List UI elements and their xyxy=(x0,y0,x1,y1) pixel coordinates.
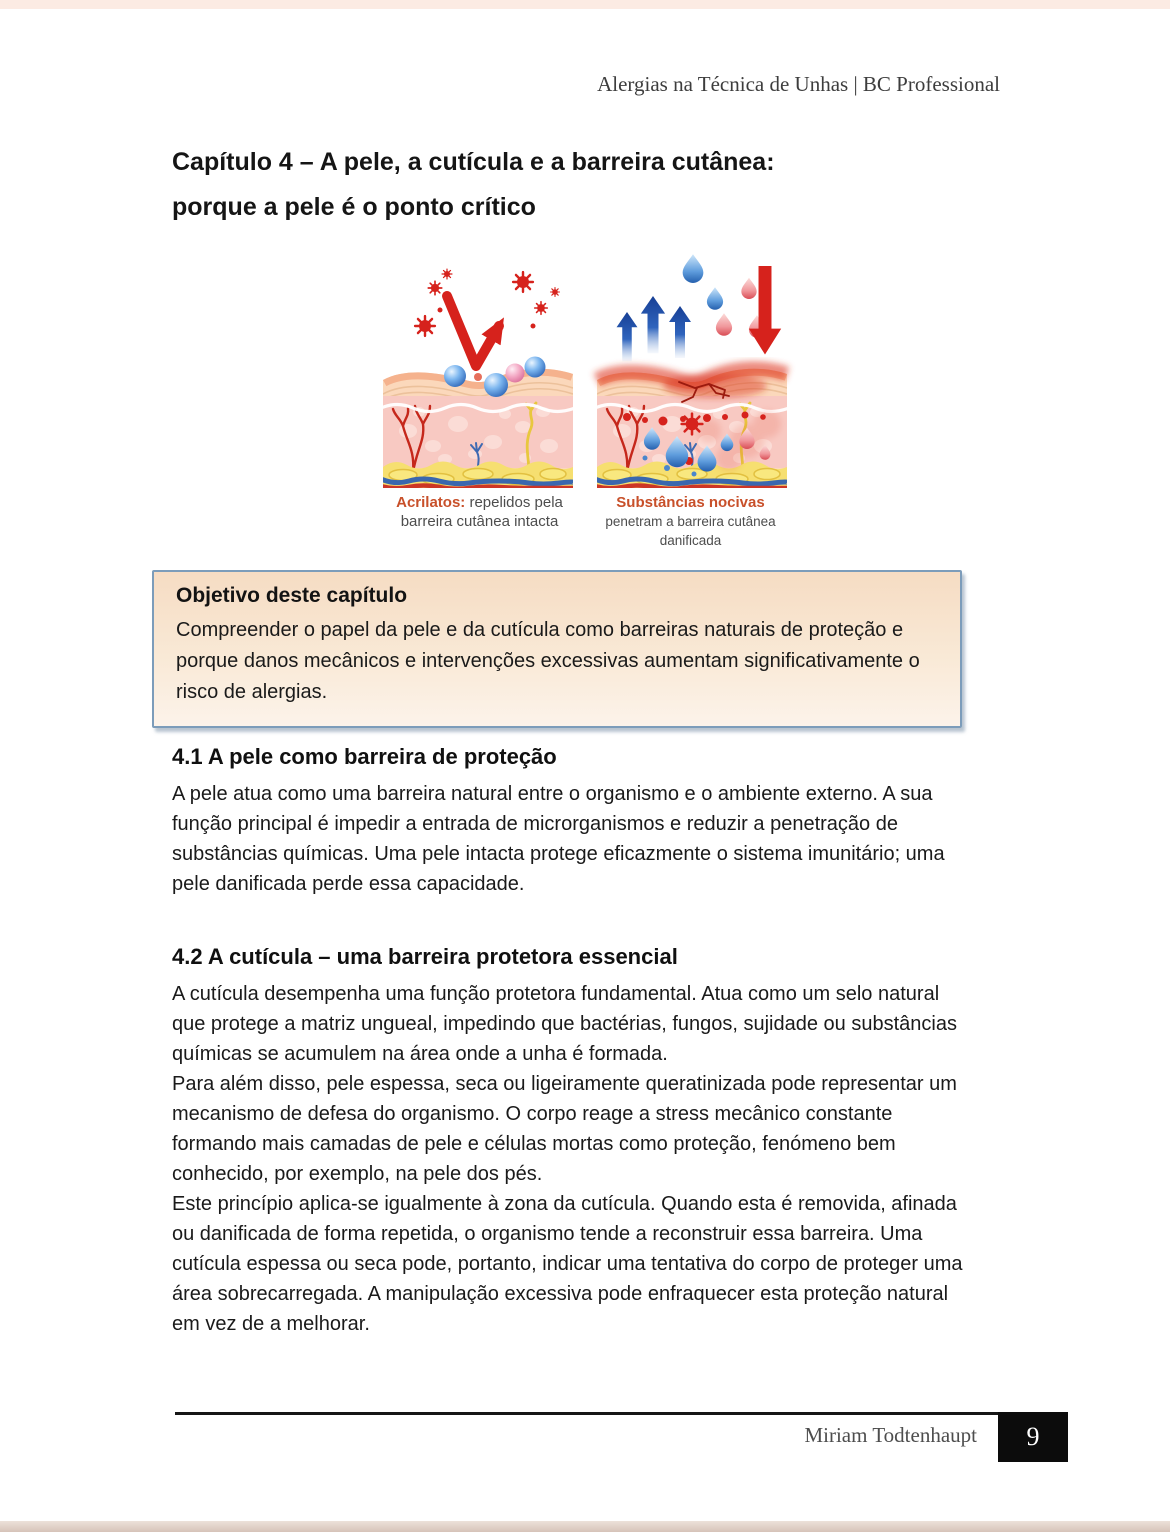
caption-acrylates-line2: barreira cutânea intacta xyxy=(400,513,559,530)
section-4-2-heading: 4.2 A cutícula – uma barreira protetora essencial xyxy=(172,944,678,969)
chapter-title xyxy=(172,140,932,230)
footer-author: Miriam Todtenhaupt xyxy=(804,1423,977,1447)
intact-skin-diagram xyxy=(381,269,575,488)
skin-barrier-figure xyxy=(374,246,796,550)
page-number: 9 xyxy=(1026,1422,1040,1451)
running-header: Alergias na Técnica de Unhas | BC Professional xyxy=(597,72,1000,96)
chapter-title-line2: porque a pele é o ponto crítico xyxy=(172,193,536,221)
page-top-strip xyxy=(0,0,1170,9)
red-down-arrow-icon xyxy=(749,266,781,355)
moisture-loss-arrows-icon xyxy=(617,296,691,361)
blue-sphere-icon xyxy=(484,373,508,397)
blue-sphere-icon xyxy=(444,365,466,387)
caption-acrylates-rest: repelidos pela xyxy=(465,494,563,511)
virus-particle-icon xyxy=(682,414,703,435)
section-4-2-paragraph-2: Para além disso, pele espessa, seca ou ligeiramente queratinizada pode representar um mecanismo de defesa do organismo. O corpo reage a stress mecânico constante formando mais camadas de pele e células mortas como proteção, fenómeno bem conhecido, por exemplo, na pele dos pés. xyxy=(172,1073,957,1185)
figure-captions xyxy=(374,493,796,550)
caption-harmful-line2: penetram a barreira cutânea danificada xyxy=(605,514,776,548)
chapter-title-line1: Capítulo 4 – A pele, a cutícula e a barreira cutânea: xyxy=(172,148,775,176)
page-number-badge xyxy=(998,1412,1068,1462)
irritation-dot xyxy=(474,373,482,381)
caption-acrylates xyxy=(374,493,585,550)
objective-box-title: Objetivo deste capítulo xyxy=(176,584,408,607)
red-bounce-arrow-icon xyxy=(447,296,499,366)
footer-rule xyxy=(175,1412,998,1415)
objective-box-body: Compreender o papel da pele e da cutícula como barreiras naturais de proteção e porque danos mecânicos e intervenções excessivas aumentam significativamente o risco de alergias. xyxy=(176,619,920,703)
section-4-2-paragraph-3: Este princípio aplica-se igualmente à zona da cutícula. Quando esta é removida, afinada ou danificada de forma repetida, o organismo tende a reconstruir essa barreira. Uma cutícula espessa ou seca pode, portanto, indicar uma tentativa do corpo de proteger uma área sobrecarregada. A manipulação excessiva pode enfraquecer esta proteção natural em vez de a melhorar. xyxy=(172,1193,963,1335)
damaged-skin-diagram xyxy=(595,254,789,488)
caption-acrylates-lead: Acrilatos: xyxy=(396,494,466,511)
section-4-1-heading: 4.1 A pele como barreira de proteção xyxy=(172,744,557,769)
caption-harmful-lead: Substâncias nocivas xyxy=(616,494,765,511)
blue-sphere-icon xyxy=(525,357,546,378)
section-4-2-paragraph-1: A cutícula desempenha uma função protetora fundamental. Atua como um selo natural que protege a matriz ungueal, impedindo que bactérias, fungos, sujidade ou substâncias químicas se acumulem na área onde a unha é formada. xyxy=(172,983,957,1065)
caption-harmful-substances xyxy=(585,493,796,550)
section-4-2 xyxy=(172,944,967,1339)
page-bottom-strip xyxy=(0,1521,1170,1532)
chapter-objective-box xyxy=(152,570,962,728)
skin-barrier-illustration xyxy=(374,246,796,488)
section-4-1 xyxy=(172,744,967,899)
acrylate-particles-icon xyxy=(415,269,559,336)
pink-sphere-icon xyxy=(506,364,525,383)
droplets-above-icon xyxy=(683,254,765,338)
section-4-1-paragraph: A pele atua como uma barreira natural entre o organismo e o ambiente externo. A sua função principal é impedir a entrada de microrganismos e reduzir a penetração de substâncias químicas. Uma pele intacta protege eficazmente o sistema imunitário; uma pele danificada perde essa capacidade. xyxy=(172,783,945,895)
